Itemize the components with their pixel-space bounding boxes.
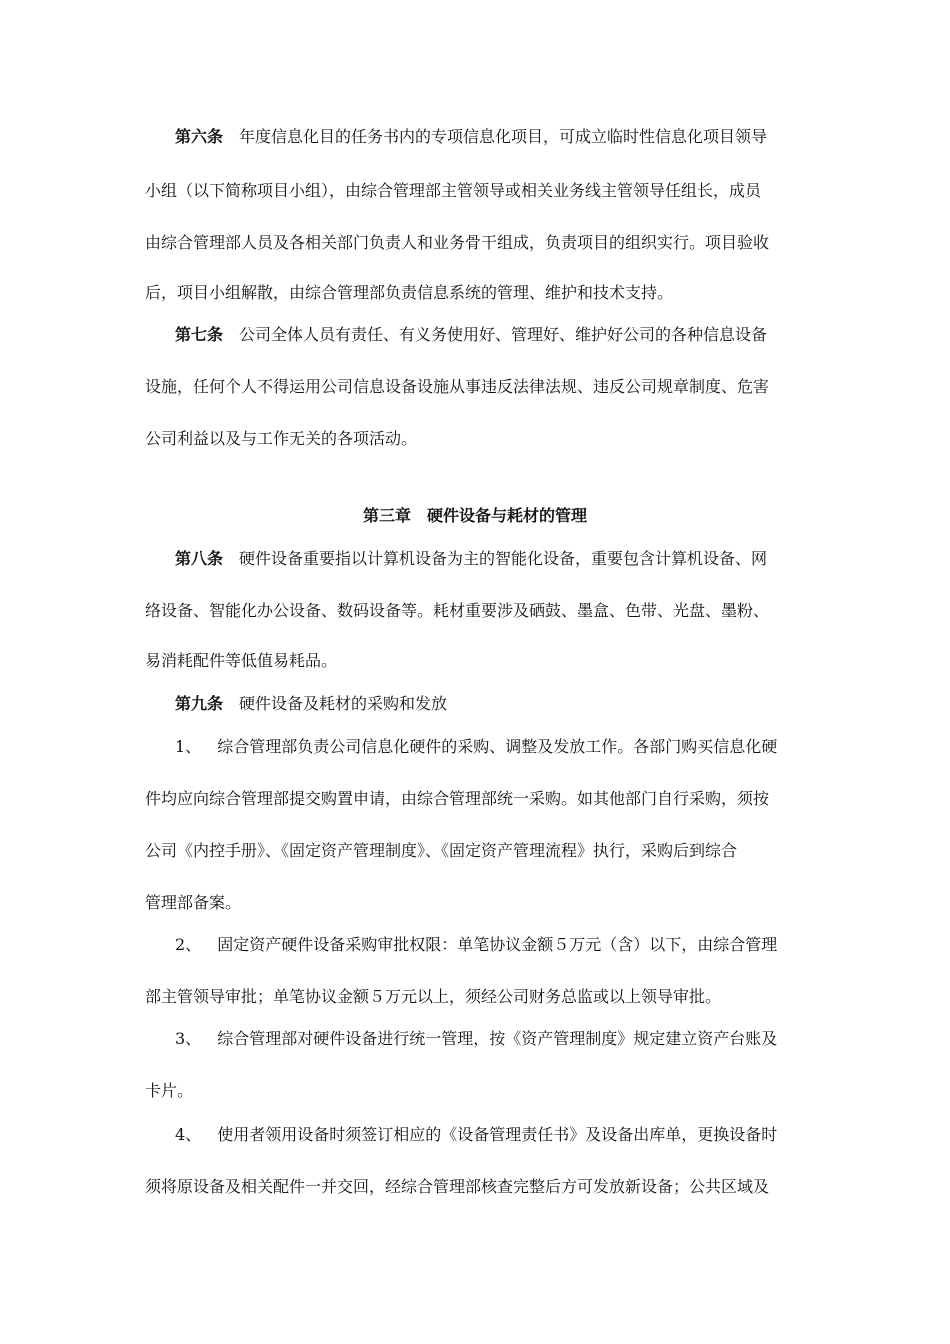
article-6-text-1: 年度信息化目的任务书内的专项信息化项目，可成立临时性信息化项目领导 — [239, 127, 768, 146]
item-2-line-1 — [175, 935, 810, 955]
article-8-line-3: 易消耗配件等低值易耗品。 — [145, 651, 338, 670]
article-6-line-4: 后，项目小组解散，由综合管理部负责信息系统的管理、维护和技术支持。 — [145, 283, 674, 302]
item-2-text-1: 固定资产硬件设备采购审批权限：单笔协议金额５万元（含）以下，由综合管理 — [217, 935, 778, 954]
item-4-text-1: 使用者领用设备时须签订相应的《设备管理责任书》及设备出库单，更换设备时 — [217, 1125, 778, 1144]
item-1-line-3: 公司《内控手册》、《固定资产管理制度》、《固定资产管理流程》执行，采购后到综合 — [145, 841, 738, 860]
article-6-label: 第六条 — [175, 127, 224, 146]
article-8-label: 第八条 — [175, 549, 224, 568]
item-4-line-1 — [175, 1125, 810, 1145]
article-6-line-2: 小组（以下简称项目小组），由综合管理部主管领导或相关业务线主管领导任组长，成员 — [145, 181, 762, 200]
item-4-number: 4、 — [175, 1125, 202, 1144]
article-9-line-1 — [175, 694, 810, 714]
item-2-line-2: 部主管领导审批；单笔协议金额５万元以上，须经公司财务总监或以上领导审批。 — [145, 987, 722, 1006]
article-6-line-3: 由综合管理部人员及各相关部门负责人和业务骨干组成，负责项目的组织实行。项目验收 — [145, 233, 770, 252]
article-9-title: 硬件设备及耗材的采购和发放 — [239, 694, 448, 713]
item-3-line-2: 卡片。 — [145, 1081, 194, 1100]
article-7-line-3: 公司利益以及与工作无关的各项活动。 — [145, 429, 418, 448]
item-1-line-4: 管理部备案。 — [145, 893, 242, 912]
item-3-line-1 — [175, 1029, 810, 1049]
item-1-line-1 — [175, 737, 810, 757]
article-8-line-1 — [175, 549, 810, 569]
article-7-line-1 — [175, 325, 810, 345]
article-8-line-2: 络设备、智能化办公设备、数码设备等。耗材重要涉及硒鼓、墨盒、色带、光盘、墨粉、 — [145, 601, 770, 620]
chapter-3-heading: 第三章 硬件设备与耗材的管理 — [362, 506, 587, 525]
article-7-text-1: 公司全体人员有责任、有义务使用好、管理好、维护好公司的各种信息设备 — [239, 325, 768, 344]
article-7-label: 第七条 — [175, 325, 224, 344]
item-3-text-1: 综合管理部对硬件设备进行统一管理，按《资产管理制度》规定建立资产台账及 — [217, 1029, 778, 1048]
item-1-line-2: 件均应向综合管理部提交购置申请，由综合管理部统一采购。如其他部门自行采购，须按 — [145, 789, 770, 808]
item-3-number: 3、 — [175, 1029, 202, 1048]
article-6-line-1 — [175, 127, 810, 147]
article-8-text-1: 硬件设备重要指以计算机设备为主的智能化设备，重要包含计算机设备、网 — [239, 549, 768, 568]
item-1-text-1: 综合管理部负责公司信息化硬件的采购、调整及发放工作。各部门购买信息化硬 — [217, 737, 778, 756]
item-4-line-2: 须将原设备及相关配件一并交回，经综合管理部核查完整后方可发放新设备；公共区域及 — [145, 1177, 770, 1196]
article-9-label: 第九条 — [175, 694, 224, 713]
item-2-number: 2、 — [175, 935, 202, 954]
item-1-number: 1、 — [175, 737, 202, 756]
article-7-line-2: 设施，任何个人不得运用公司信息设备设施从事违反法律法规、违反公司规章制度、危害 — [145, 377, 770, 396]
